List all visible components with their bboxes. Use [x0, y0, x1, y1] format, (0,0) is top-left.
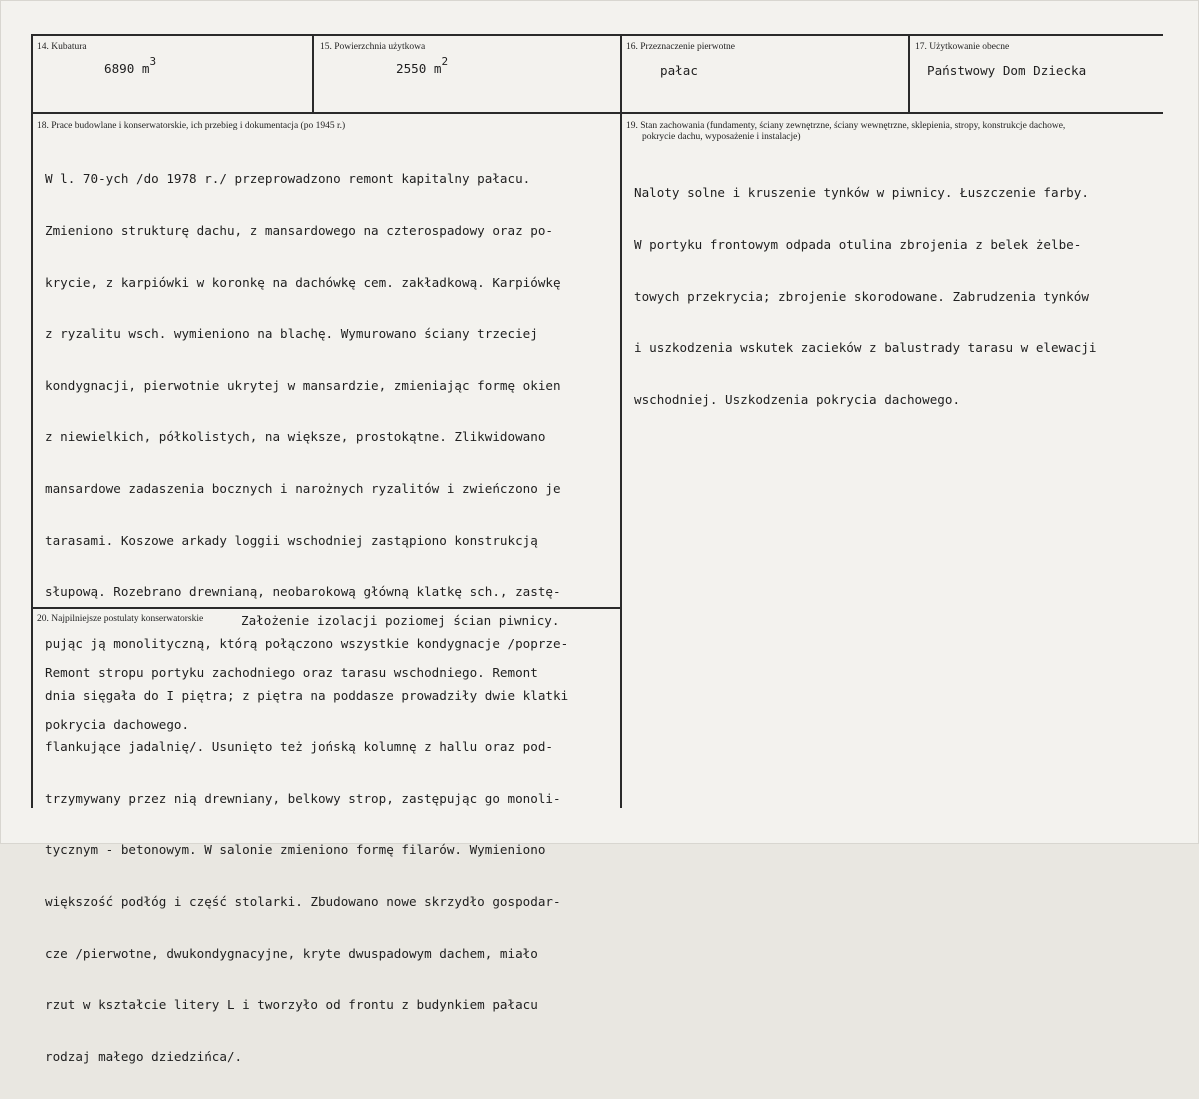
field-14-value — [104, 55, 157, 77]
text-line: rodzaj małego dziedzińca/. — [45, 1048, 243, 1064]
field-19-text — [634, 150, 1097, 442]
field-20-first-line: Założenie izolacji poziomej ścian piwnicy. — [241, 613, 560, 628]
text-line: i uszkodzenia wskutek zacieków z balustrady tarasu w elewacji — [634, 340, 1097, 356]
field-19-label — [626, 121, 1065, 143]
text-line: pując ją monolityczną, którą połączono wszystkie kondygnacje /poprze- — [45, 635, 569, 651]
text-line: tycznym - betonowym. W salonie zmieniono formę filarów. Wymieniono — [45, 842, 546, 858]
text-line: cze /pierwotne, dwukondygnacyjne, kryte dwuspadowym dachem, miało — [45, 945, 538, 961]
text-line: wschodniej. Uszkodzenia pokrycia dachowego. — [634, 391, 961, 407]
text-line: mansardowe zadaszenia bocznych i narożnych ryzalitów i zwieńczono je — [45, 481, 561, 497]
field-14-label: 14. Kubatura — [37, 42, 87, 52]
text-line: dnia sięgała do I piętra; z piętra na poddasze prowadziły dwie klatki — [45, 687, 569, 703]
field-17-value: Państwowy Dom Dziecka — [927, 63, 1087, 78]
text-line: Zmieniono strukturę dachu, z mansardowego na czterospadowy oraz po- — [45, 223, 553, 239]
text-line: krycie, z karpiówki w koronkę na dachówkę cem. zakładkową. Karpiówkę — [45, 274, 561, 290]
area-unit-sup: 2 — [441, 55, 449, 68]
text-line: z ryzalitu wsch. wymieniono na blachę. Wymurowano ściany trzeciej — [45, 326, 538, 342]
col-divider-center — [620, 34, 622, 808]
area-value: 2550 m — [396, 61, 442, 77]
top-border — [31, 34, 1163, 36]
text-line: z niewielkich, półkolistych, na większe, prostokątne. Zlikwidowano — [45, 429, 546, 445]
text-line: W l. 70-ych /do 1978 r./ przeprowadzono remont kapitalny pałacu. — [45, 171, 531, 187]
text-line: Remont stropu portyku zachodniego oraz tarasu wschodniego. Remont — [45, 665, 538, 681]
text-line: tarasami. Koszowe arkady loggii wschodniej zastąpiono konstrukcją — [45, 532, 538, 548]
field-16-value: pałac — [660, 63, 698, 78]
field-17-label: 17. Użytkowanie obecne — [915, 42, 1010, 52]
field-15-value — [396, 55, 449, 77]
text-line: pokrycia dachowego. — [45, 717, 190, 733]
text-line: towych przekrycia; zbrojenie skorodowane. Zabrudzenia tynków — [634, 288, 1089, 304]
col-divider-16-17 — [908, 34, 910, 114]
label-line: 19. Stan zachowania (fundamenty, ściany zewnętrzne, ściany wewnętrzne, sklepienia, stropy, konstrukcje dachowe, — [626, 121, 1066, 131]
row-divider-1 — [31, 112, 1163, 114]
text-line: rzut w kształcie litery L i tworzyło od frontu z budynkiem pałacu — [45, 997, 538, 1013]
text-line: Naloty solne i kruszenie tynków w piwnicy. Łuszczenie farby. — [634, 185, 1089, 201]
cubature-unit-sup: 3 — [149, 55, 157, 68]
field-20-text — [45, 630, 538, 768]
cubature-value: 6890 m — [104, 61, 150, 77]
field-18-label: 18. Prace budowlane i konserwatorskie, ich przebieg i dokumentacja (po 1945 r.) — [37, 121, 346, 131]
field-16-label: 16. Przeznaczenie pierwotne — [626, 42, 735, 52]
field-20-label: 20. Najpilniejsze postulaty konserwatorskie — [37, 614, 204, 624]
text-line: flankujące jadalnię/. Usunięto też jońską kolumnę z hallu oraz pod- — [45, 739, 553, 755]
text-line: W portyku frontowym odpada otulina zbrojenia z belek żelbe- — [634, 237, 1082, 253]
text-line: większość podłóg i część stolarki. Zbudowano nowe skrzydło gospodar- — [45, 893, 561, 909]
col-divider-14-15 — [312, 34, 314, 114]
text-line: słupową. Rozebrano drewnianą, neobarokową główną klatkę sch., zastę- — [45, 584, 561, 600]
label-line: pokrycie dachu, wyposażenie i instalacje) — [642, 132, 801, 142]
text-line: trzymywany przez nią drewniany, belkowy strop, zastępując go monoli- — [45, 790, 561, 806]
field-15-label: 15. Powierzchnia użytkowa — [320, 42, 426, 52]
text-line: kondygnacji, pierwotnie ukrytej w mansardzie, zmieniając formę okien — [45, 377, 561, 393]
left-border — [31, 34, 33, 808]
